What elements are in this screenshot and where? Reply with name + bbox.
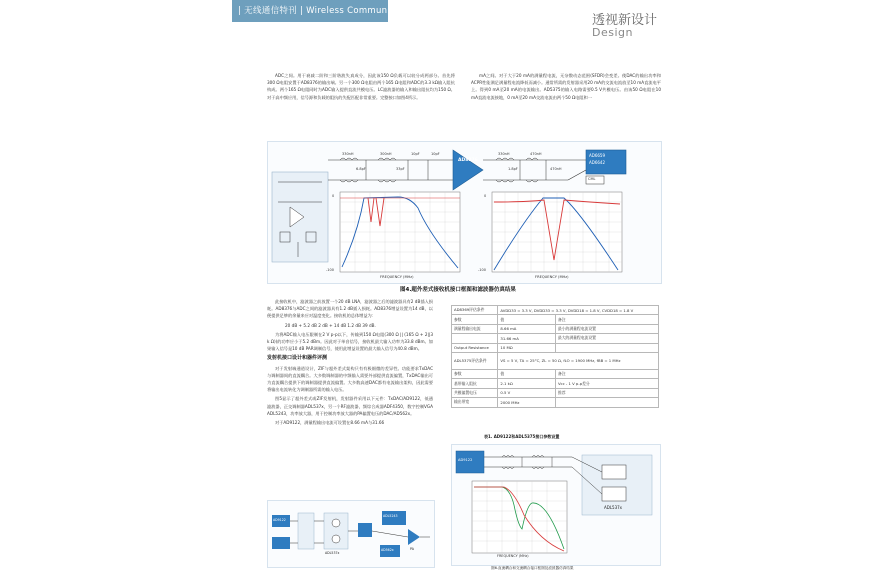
plot-left-ytick-bottom: -100	[326, 268, 334, 272]
table-cell: 输出带宽	[452, 398, 498, 407]
table-cell: 31.66 mA	[498, 334, 556, 343]
cml-label: CML	[588, 177, 596, 181]
component-label: 300nH	[380, 152, 392, 156]
table-cell: 备注	[555, 315, 658, 324]
table-cell: 参数	[452, 369, 498, 378]
table-cell: 推荐	[555, 388, 658, 397]
plot-right-xlabel: FREQUENCY (MHz)	[535, 275, 569, 279]
paragraph: 为将ADC输入电压限制在2 V p-p以下，传输到150 Ω电阻(300 Ω || (165 Ω + 2||3 k Ω))的功率应小于5.2 dBm。因此对于单音信号，接收机最大输入功率为33.8 dBm。如果输入信号是10 dB PAR调制信号，使用此增益设置的最大输入信号为40.8 dBm。	[267, 331, 433, 352]
table-cell: VS = 5 V, TA = 25°C, ZL = 50 Ω, fLO = 1900 MHz, fBB = 1 MHz	[498, 352, 659, 369]
figure-5-label-pa: PA	[410, 547, 414, 551]
component-label: 1.8pF	[508, 167, 518, 171]
table-cell: 基带输入阻抗	[452, 379, 498, 388]
figure-5	[267, 500, 435, 568]
component-label: 470nH	[550, 167, 562, 171]
paragraph: 对于AD9122，满量程输出电流可设置在8.66 mA与31.66	[275, 420, 385, 426]
plot-left-ytick-top: 0	[332, 194, 335, 198]
section-title-transmitter: 发射机接口设计和器件评测	[267, 355, 328, 362]
table-cell: 2000 MHz	[498, 398, 556, 407]
component-label: 6.8pF	[356, 167, 366, 171]
component-label: 470nH	[530, 152, 542, 156]
table-cell: 最大的满量程电流设置	[555, 334, 658, 343]
table-cell: 8.66 mA	[498, 324, 556, 333]
bottom-left-text	[267, 298, 433, 498]
figure-6	[451, 444, 661, 566]
amplifier-chip	[453, 150, 483, 190]
chip-label-ad8376: AD8376	[458, 158, 478, 163]
paragraph: 图5显示了超外差式或ZIF发射机，发射器件采用以下元件：TxDAC/AD9122，低通滤波器，正交调制器ADL537x，另一个RF滤波器，频综合成器ADF4350，数字控制VGA ADL5243，功率放大器，用于控制功率放大器的PA偏置电压的DAC/AD562x。	[267, 396, 433, 416]
table-cell: 值	[498, 315, 556, 324]
figure-5-label-vga: ADL5243	[383, 514, 398, 518]
figure-6-caption: 图6.直流耦合和交流耦合接口框图及滤波器仿真结果	[491, 566, 574, 570]
figure-6-dac-label: AD9122	[458, 458, 473, 462]
table-cell: 参数	[452, 315, 498, 324]
table-cell: 10 MΩ	[498, 343, 556, 352]
table-cell: AVDD33 = 3.3 V, DVDD33 = 3.3 V, DVDD18 = 1.8 V, CVDD18 = 1.8 V	[498, 306, 659, 315]
top-paragraph-left: ADC之间。用于衰减二阶和三阶谐波失真成分，因此该150 Ω负载可以较分成两部分。首先将300 Ω电阻安置于AD8376的输出端。另一个300 Ω电阻由两个165 Ω电阻和ADC的3.3 kΩ输入阻抗构成。两个165 Ω电阻同时为ADC输入提供直流共模电压。LC滤波器的输入和输出阻抗均为150 Ω。对于高中频应用，信号源和负载的阻抗的失配匹配非常重要。完整接口如图4所示。	[267, 73, 455, 100]
gain-formula: 20 dB + 5.2 dB 2 dB + 14 dB 1.2 dB 39 dB.	[285, 322, 376, 328]
component-label: 10pF	[431, 152, 440, 156]
table-cell: 共模偏置电压	[452, 388, 498, 397]
table-cell: Output Resistance	[452, 343, 498, 352]
component-label: 33pF	[396, 167, 405, 171]
figure-4	[267, 141, 662, 284]
spec-table-container	[451, 305, 659, 408]
top-paragraph-right: mA之间。对于大于20 mA的满量程电流，无杂散动态范围(SFDR)会变差。使DAC的输出功率和ACPR性能满足满量程电流降低而减小。通常所需的发射器采用20 mA的交流电流放至10 mA直流电平上。得到0 mA至20 mA的电流输出。AD5375的输入电路需要0.5 V共模电压。由该50 Ω电阻在10 mA直流电流接地，0 mA至20 mA交流电流由两个50 Ω电阻和一	[471, 73, 661, 100]
table-cell: 2.1 kΩ	[498, 379, 556, 388]
spec-table	[451, 305, 659, 408]
plot-right-ytick-top: 0	[484, 194, 487, 198]
figure-5-diagram	[268, 501, 434, 567]
paragraph: 此接收机中，滤波器之前放置一个20 dB LNA，滤波器之后的滤波器具有2 dB插入损耗。AD8376与ADC之间的滤波器具有1.2 dB插入损耗。AD8376增益设置为14 dB，以便提供足够的余量来应对温度变化。接收机的总体增益为：	[267, 299, 433, 319]
table-cell: AD8369评估条件	[452, 306, 498, 315]
table-cell	[452, 334, 498, 343]
table-cell: 满量程输出电流	[452, 324, 498, 333]
table-cell	[555, 398, 658, 407]
table-cell	[555, 343, 658, 352]
figure-6-xlabel: FREQUENCY (MHz)	[497, 554, 529, 558]
adc-label-2: AD6642	[589, 160, 605, 165]
top-text-left	[267, 72, 455, 138]
paragraph: 对于发射端通道设计，ZIF与超外差式架构只有有极细微的差异性。功能要求TxDAC与调制器间的直流耦合。大多数调制器的中频输入需要外部提供直流偏置，TxDAC输出可为直流耦合提供下的调制器提供直流偏置。大多数高速DAC都有电流输出架构，因此需要将输出电流转化为调制器所需的输入电压。	[267, 365, 433, 393]
top-text-right	[471, 72, 661, 138]
table-cell: 备注	[555, 369, 658, 378]
brand-title-en: Design	[592, 26, 633, 39]
figure-5-label-dac: AD9122	[273, 518, 286, 522]
figure-6-diagram	[452, 445, 660, 565]
brand-title-cn: 透视新设计	[592, 13, 658, 28]
component-label: 10pF	[411, 152, 420, 156]
table-cell: 值	[498, 369, 556, 378]
table-cell: ADL5375评估条件	[452, 352, 498, 369]
figure-4-caption: 图4.超外差式接收机接口框图和滤波器仿真结果	[400, 287, 516, 293]
table-cell: 最小的满量程电流设置	[555, 324, 658, 333]
figure-5-label-dac-bias: AD562x	[381, 548, 394, 552]
component-label: 330nH	[342, 152, 354, 156]
table-cell: 0.5 V	[498, 388, 556, 397]
plot-left-xlabel: FREQUENCY (MHz)	[380, 275, 414, 279]
plot-right-ytick-bottom: -100	[478, 268, 486, 272]
adc-label-1: AD6659	[589, 153, 605, 158]
figure-6-chip-label: ADL537x	[604, 505, 623, 510]
table-1-caption: 表1. AD9122和ADL5375接口参数设置	[484, 434, 560, 439]
figure-5-label-modulator: ADL537x	[325, 551, 340, 555]
table-cell: Vcc - 1 V p-p差分	[555, 379, 658, 388]
component-label: 330nH	[498, 152, 510, 156]
journal-header-title: | 无线通信特刊 | Wireless Communication	[238, 6, 418, 16]
